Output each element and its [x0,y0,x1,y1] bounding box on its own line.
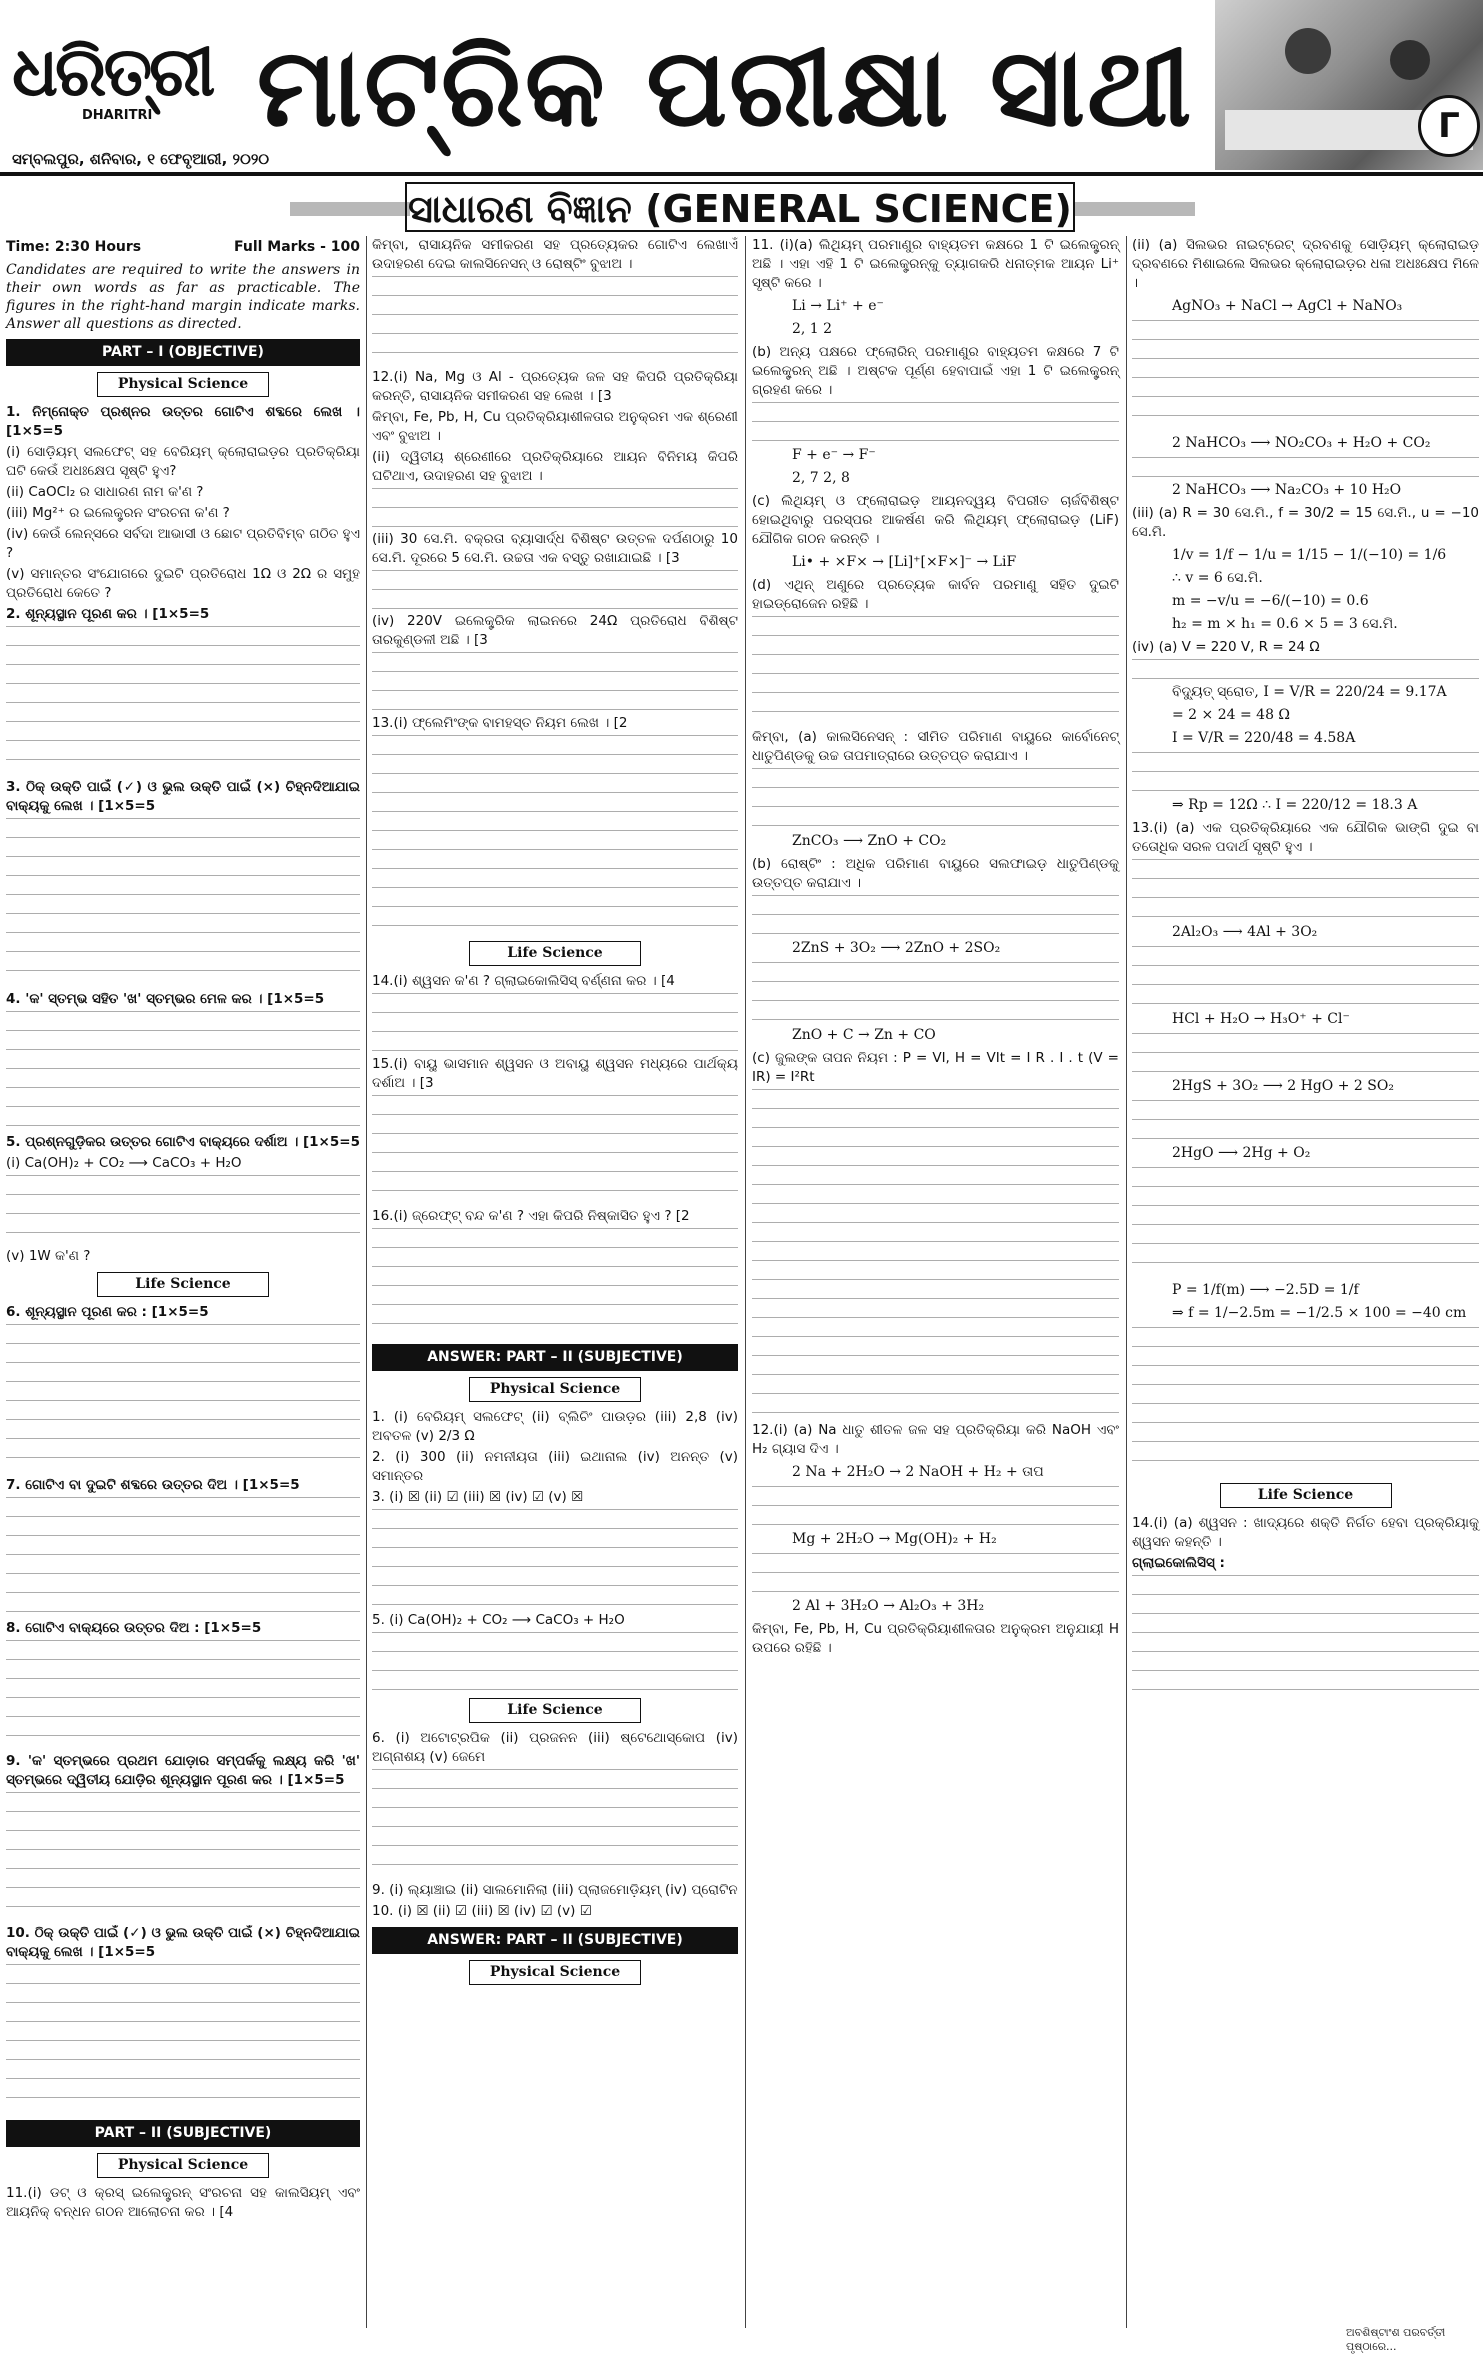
question: 15.(i) ବାୟୁ ଭାସମାନ ଶ୍ୱସନ ଓ ଅବାୟୁ ଶ୍ୱସନ ମଧ୍ୟରେ ପାର୍ଥକ୍ୟ ଦର୍ଶାଅ । [3 [372,1056,738,1091]
text-block [1132,1100,1479,1140]
formula: AgNO₃ + NaCl → AgCl + NaNO₃ [1172,298,1403,314]
text-block [6,1964,360,2114]
question: 16.(i) ଜ୍ରେଫ୍ଟ୍ ବନ୍ଦ କ'ଣ ? ଏହା କିପରି ନିଷ୍କାସିତ ହୁଏ ? [2 [372,1208,690,1224]
formula: = 2 × 24 = 48 Ω [1172,707,1291,723]
text-block [752,768,1119,828]
text-block [372,652,738,712]
formula: 2 NaHCO₃ ⟶ Na₂CO₃ + 10 H₂O [1172,482,1402,498]
text-block [752,895,1119,935]
text-block [752,1089,1119,1419]
formula: P = 1/f(m) ⟶ −2.5D = 1/f [1172,1282,1359,1298]
text-block [1132,320,1479,430]
answer-heading: ANSWER: PART – II (SUBJECTIVE) [372,1344,738,1371]
text-block [372,488,738,528]
subsection-tag: Life Science [1220,1483,1392,1508]
answer-heading: ANSWER: PART – II (SUBJECTIVE) [372,1927,738,1954]
text-block [1132,659,1479,679]
part-heading: PART – I (OBJECTIVE) [6,339,360,366]
formula: 2 Al + 3H₂O → Al₂O₃ + 3H₂ [792,1598,985,1614]
formula: m = −v/u = −6/(−10) = 0.6 [1172,593,1369,609]
text-block [752,402,1119,442]
text-block [372,1228,738,1338]
subsection-tag: Life Science [469,1698,641,1723]
text-block [6,1640,360,1750]
answer: 5. (i) Ca(OH)₂ + CO₂ ⟶ CaCO₃ + H₂O [372,1612,625,1628]
text-block [372,570,738,610]
formula: HCl + H₂O → H₃O⁺ + Cl⁻ [1172,1011,1350,1027]
answer: 12.(i) (a) Na ଧାତୁ ଶୀତଳ ଜଳ ସହ ପ୍ରତିକ୍ରିୟା କରି NaOH ଏବଂ H₂ ଗ୍ୟାସ ଦିଏ । [752,1422,1119,1457]
question: 5. ପ୍ରଶ୍ନଗୁଡ଼ିକର ଉତ୍ତର ଗୋଟିଏ ବାକ୍ୟରେ ଦର୍ଶାଅ । [1×5=5 [6,1134,360,1150]
exam-meta [6,238,360,257]
dateline: ସମ୍ବଲପୁର, ଶନିବାର, ୧ ଫେବୃଆରୀ, ୨୦୨୦ [12,150,270,168]
answer: 1. (i) ବେରିୟମ୍ ସଲଫେଟ୍ (ii) ବ୍ଲିଚିଂ ପାଉଡ଼ର (iii) 2,8 (iv) ଅବତଳ (v) 2/3 Ω [372,1409,738,1444]
formula: ∴ v = 6 ସେ.ମି. [1172,570,1263,586]
instructions: Candidates are required to write the answers in their own words as far as practicable. The figures in the right-hand margin indicate marks. Answer all questions as directed. [6,262,360,332]
column-divider [1126,236,1127,2328]
question: 6. ଶୂନ୍ୟସ୍ଥାନ ପୂରଣ କର : [1×5=5 [6,1304,209,1320]
formula: ZnCO₃ ⟶ ZnO + CO₂ [792,833,947,849]
formula: ZnO + C → Zn + CO [792,1027,936,1043]
formula: Mg + 2H₂O → Mg(OH)₂ + H₂ [792,1531,997,1547]
formula: h₂ = m × h₁ = 0.6 × 5 = 3 ସେ.ମି. [1172,616,1398,632]
text-block [752,1553,1119,1593]
exam-time: Time: 2:30 Hours [6,239,142,255]
column-4 [1132,236,1479,2328]
answer: 9. (i) ଲ୍ୟାଞ୍ଚାଇ (ii) ସାଲମୋନିଲା (iii) ପ୍ଲାଜମୋଡ଼ିୟମ୍ (iv) ପ୍ରୋଟିନ [372,1882,738,1898]
answer: 13.(i) (a) ଏକ ପ୍ରତିକ୍ରିୟାରେ ଏକ ଯୌଗିକ ଭାଙ୍ଗି ଦୁଇ ବା ତତୋଧିକ ସରଳ ପଦାର୍ଥ ସୃଷ୍ଟି ହୁଏ । [1132,820,1479,855]
question: 7. ଗୋଟିଏ ବା ଦୁଇଟି ଶବ୍ଦରେ ଉତ୍ତର ଦିଅ । [1×5=5 [6,1477,300,1493]
question-item: (iv) 220V ଇଲେକ୍ଟ୍ରିକ ଲାଇନରେ 24Ω ପ୍ରତିରୋଧ ବିଶିଷ୍ଟ ତାରକୁଣ୍ଡଳୀ ଅଛି । [3 [372,613,738,648]
text-block [6,1497,360,1617]
answer: କିମ୍ବା, Fe, Pb, H, Cu ପ୍ରତିକ୍ରିୟାଶୀଳତାର ଅନୁକ୍ରମ ଅନୁଯାୟୀ H ଉପରେ ରହିଛି । [752,1621,1119,1656]
answer: (ii) (a) ସିଲଭର ନାଇଟ୍ରେଟ୍ ଦ୍ରବଣକୁ ସୋଡ଼ିୟମ୍ କ୍ଲୋରାଇଡ଼ ଦ୍ରବଣରେ ମିଶାଇଲେ ସିଲଭର କ୍ଲୋରାଇଡ଼ର ଧଳା ଅଧଃକ୍ଷେପ ମିଳେ । [1132,237,1479,291]
answer: (c) ଜୁଲଙ୍କ ତାପନ ନିୟମ : P = VI, H = VIt = I R . I . t (V = IR) = I²Rt [752,1050,1119,1085]
answer: (b) ଅନ୍ୟ ପକ୍ଷରେ ଫ୍ଲୋରିନ୍ ପରମାଣୁର ବାହ୍ୟତମ କକ୍ଷରେ 7 ଟି ଇଲେକ୍ଟ୍ରନ୍ ଅଛି । ଅଷ୍ଟକ ପୂର୍ଣ୍ଣ ହେବାପାଇଁ ଏହା 1 ଟି ଇଲେକ୍ଟ୍ରନ୍ ଗ୍ରହଣ କରେ । [752,344,1119,398]
question-item: (iv) କେଉଁ ଲେନ୍ସରେ ସର୍ବଦା ଆଭାସୀ ଓ ଛୋଟ ପ୍ରତିବିମ୍ବ ଗଠିତ ହୁଏ ? [6,526,360,561]
column-divider [366,236,367,2328]
text-block [6,626,360,776]
question: 9. 'କ' ସ୍ତମ୍ଭରେ ପ୍ରଥମ ଯୋଡ଼ାର ସମ୍ପର୍କକୁ ଲକ୍ଷ୍ୟ କରି 'ଖ' ସ୍ତମ୍ଭରେ ଦ୍ୱିତୀୟ ଯୋଡ଼ିର ଶୂନ୍ୟସ୍ଥାନ ପୂରଣ କର । [1×5=5 [6,1753,360,1788]
text-block [752,962,1119,1022]
text-block [6,818,360,988]
text-block [1132,1033,1479,1073]
question-item: (ii) CaOCl₂ ର ସାଧାରଣ ନାମ କ'ଣ ? [6,484,204,500]
page-headline: ମାଟ୍ରିକ ପରୀକ୍ଷା ସାଥୀ [256,26,1194,151]
formula: Li → Li⁺ + e⁻ [792,298,884,314]
formula: ⇒ Rp = 12Ω ∴ I = 220/12 = 18.3 A [1172,797,1418,813]
answer: କିମ୍ବା, (a) କାଲସିନେସନ୍ : ସୀମିତ ପରିମାଣ ବାୟୁରେ କାର୍ବୋନେଟ୍ ଧାତୁପିଣ୍ଡକୁ ଉଚ୍ଚ ତାପମାତ୍ରାରେ ଉତ୍ତପ୍ତ କରାଯାଏ । [752,729,1119,764]
subsection-tag: Physical Science [469,1377,641,1402]
answer: 14.(i) (a) ଶ୍ୱସନ : ଖାଦ୍ୟରେ ଶକ୍ତି ନିର୍ଗତ ହେବା ପ୍ରକ୍ରିୟାକୁ ଶ୍ୱସନ କହନ୍ତି । [1132,1515,1479,1550]
question: 4. 'କ' ସ୍ତମ୍ଭ ସହିତ 'ଖ' ସ୍ତମ୍ଭର ମେଳ କର । [1×5=5 [6,991,325,1007]
text-block [1132,1327,1479,1477]
formula: 2 NaHCO₃ ⟶ NO₂CO₃ + H₂O + CO₂ [1172,435,1431,451]
continued-note: ଅବଶିଷ୍ଟାଂଶ ପରବର୍ତ୍ତୀ ପୃଷ୍ଠାରେ... [1346,2326,1446,2353]
formula: 2HgO ⟶ 2Hg + O₂ [1172,1145,1311,1161]
question-item: (iii) Mg²⁺ ର ଇଲେକ୍ଟ୍ରନ ସଂରଚନା କ'ଣ ? [6,505,230,521]
answer: (b) ରୋଷ୍ଟିଂ : ଅଧିକ ପରିମାଣ ବାୟୁରେ ସଲଫାଇଡ଼ ଧାତୁପିଣ୍ଡକୁ ଉତ୍ତପ୍ତ କରାଯାଏ । [752,856,1119,891]
answer: 2. (i) 300 (ii) ନମନୀୟତା (iii) ଇଥାନାଲ (iv) ଅନନ୍ତ (v) ସମାନ୍ତର [372,1449,738,1484]
column-2 [372,236,738,2328]
answer: 6. (i) ଅଟୋଟ୍ରପିକ (ii) ପ୍ରଜନନ (iii) ଷ୍ଟେଥୋସ୍କୋପ (iv) ଅଗ୍ନାଶୟ (v) ଜେମେ [372,1730,738,1765]
question: 13.(i) ଫ୍ଲେମିଂଙ୍କ ବାମହସ୍ତ ନିୟମ ଲେଖ । [2 [372,715,628,731]
section-banner [0,182,1483,232]
answer: (c) ଲିଥିୟମ୍ ଓ ଫ୍ଲୋରାଇଡ଼ ଆୟନଦ୍ୱୟ ବିପରୀତ ଚାର୍ଜବିଶିଷ୍ଟ ହୋଇଥିବାରୁ ପରସ୍ପର ଆକର୍ଷଣ କରି ଲିଥିୟମ୍ ଫ୍ଲୋରାଇଡ଼ (LiF) ଯୌଗିକ ଗଠନ କରନ୍ତି । [752,493,1119,547]
formula: ବିଦ୍ୟୁତ୍ ସ୍ରୋତ, I = V/R = 220/24 = 9.17A [1172,684,1447,700]
newspaper-logo: ଧରିତ୍ରୀ [12,32,213,112]
answer: (iii) (a) R = 30 ସେ.ମି., f = 30/2 = 15 ସେ.ମି., u = −10 ସେ.ମି. [1132,505,1479,540]
text-block [1132,946,1479,1006]
text-block [1132,752,1479,792]
subsection-tag: Life Science [469,941,641,966]
formula: F + e⁻ → F⁻ [792,447,876,463]
subsection-tag: Life Science [97,1272,269,1297]
formula: 2ZnS + 3O₂ ⟶ 2ZnO + 2SO₂ [792,940,1001,956]
text-block [372,1769,738,1879]
text-block [6,1324,360,1474]
question-item: (v) ସମାନ୍ତର ସଂଯୋଗରେ ଦୁଇଟି ପ୍ରତିରୋଧ 1Ω ଓ 2Ω ର ସମୁହ ପ୍ରତିରୋଧ କେତେ ? [6,566,360,601]
question: 2. ଶୂନ୍ୟସ୍ଥାନ ପୂରଣ କର । [1×5=5 [6,606,210,622]
question: 14.(i) ଶ୍ୱସନ କ'ଣ ? ଗ୍ଲାଇକୋଲିସିସ୍ ବର୍ଣ୍ଣନା କର । [4 [372,973,675,989]
question-item: (iii) 30 ସେ.ମି. ବକ୍ରତା ବ୍ୟାସାର୍ଦ୍ଧ ବିଶିଷ୍ଟ ଉତ୍ତଳ ଦର୍ପଣଠାରୁ 10 ସେ.ମି. ଦୂରରେ 5 ସେ.ମି. ଉଚ୍ଚତା ଏକ ବସ୍ତୁ ରଖାଯାଇଛି । [3 [372,531,738,566]
formula: 2Al₂O₃ ⟶ 4Al + 3O₂ [1172,924,1318,940]
answer: 11. (i)(a) ଲିଥିୟମ୍ ପରମାଣୁର ବାହ୍ୟତମ କକ୍ଷରେ 1 ଟି ଇଲେକ୍ଟ୍ରନ୍ ଅଛି । ଏହା ଏହି 1 ଟି ଇଲେକ୍ଟ୍ରନ୍କୁ ତ୍ୟାଗକରି ଧନାତ୍ମକ ଆୟନ Li⁺ ସୃଷ୍ଟି କରେ । [752,237,1119,291]
text-block [752,1486,1119,1526]
text-block [1132,1575,1479,1705]
formula: ⇒ f = 1/−2.5m = −1/2.5 × 100 = −40 cm [1172,1305,1467,1321]
formula: Li• + ×F× → [Li]⁺[×F×]⁻ → LiF [792,554,1017,570]
newspaper-logo-subtitle: DHARITRI [82,108,153,123]
subsection-tag: Physical Science [469,1960,641,1985]
column-3 [752,236,1119,2328]
formula: 2, 7 2, 8 [792,470,850,486]
question: 12.(i) Na, Mg ଓ Al - ପ୍ରତ୍ୟେକ ଜଳ ସହ କିପରି ପ୍ରତିକ୍ରିୟା କରନ୍ତି, ରାସାୟନିକ ସମୀକରଣ ସହ ଲେଖ । [3 [372,369,738,404]
question-item: (ii) ଦ୍ୱିତୀୟ ଶ୍ରେଣୀରେ ପ୍ରତିକ୍ରିୟାରେ ଆୟନ ବିନିମୟ କିପରି ଘଟିଥାଏ, ଉଦାହରଣ ସହ ବୁଝାଅ । [372,449,738,484]
question: 1. ନିମ୍ନୋକ୍ତ ପ୍ରଶ୍ନର ଉତ୍ତର ଗୋଟିଏ ଶବ୍ଦରେ ଲେଖ । [1×5=5 [6,404,360,439]
paragraph: କିମ୍ବା, ରାସାୟନିକ ସମୀକରଣ ସହ ପ୍ରତ୍ୟେକର ଗୋଟିଏ ଲେଖାଏଁ ଉଦାହରଣ ଦେଇ କାଲସିନେସନ୍ ଓ ରୋଷ୍ଟିଂ ବୁଝାଅ । [372,237,738,272]
text-block [1132,457,1479,477]
section-title: ସାଧାରଣ ବିଜ୍ଞାନ (GENERAL SCIENCE) [405,182,1075,232]
text-block [372,1095,738,1205]
text-block [1132,859,1479,919]
exam-marks: Full Marks - 100 [233,239,360,255]
text-block [6,1011,360,1131]
formula: I = V/R = 220/48 = 4.58A [1172,730,1356,746]
question: 11.(i) ଡଟ୍ ଓ କ୍ରସ୍ ଇଲେକ୍ଟ୍ରନ୍ ସଂରଚନା ସହ କାଲସିୟମ୍ ଏବଂ ଆୟନିକ୍ ବନ୍ଧନ ଗଠନ ଆଲୋଚନା କର । [4 [6,2185,360,2220]
masthead [0,0,1483,180]
subsection-tag: Physical Science [97,2153,269,2178]
question-item: (v) 1W କ'ଣ ? [6,1248,91,1264]
answer: (d) ଏଥିନ୍ ଅଣୁରେ ପ୍ରତ୍ୟେକ କାର୍ବନ ପରମାଣୁ ସହିତ ଦୁଇଟି ହାଇଡ୍ରୋଜେନ ରହିଛି । [752,577,1119,612]
text-block [372,1509,738,1609]
formula: 2HgS + 3O₂ ⟶ 2 HgO + 2 SO₂ [1172,1078,1394,1094]
formula: 1/v = 1/f − 1/u = 1/15 − 1/(−10) = 1/6 [1172,547,1447,563]
text-block [372,1632,738,1692]
part-heading: PART – II (SUBJECTIVE) [6,2120,360,2147]
text-block [372,276,738,366]
page-marker-badge: Γ [1418,95,1480,157]
formula: 2, 1 2 [792,321,833,337]
answer: 10. (i) ☒ (ii) ☑ (iii) ☒ (iv) ☑ (v) ☑ [372,1903,592,1919]
text-block [6,1175,360,1245]
answer: (iv) (a) V = 220 V, R = 24 Ω [1132,639,1320,655]
question: 10. ଠିକ୍ ଉକ୍ତି ପାଇଁ (✓) ଓ ଭୁଲ ଉକ୍ତି ପାଇଁ (×) ଚିହ୍ନଦିଆଯାଇ ବାକ୍ୟକୁ ଲେଖ । [1×5=5 [6,1925,360,1960]
column-divider [745,236,746,2328]
answer: 3. (i) ☒ (ii) ☑ (iii) ☒ (iv) ☑ (v) ☒ [372,1489,584,1505]
formula: 2 Na + 2H₂O → 2 NaOH + H₂ + ତାପ [792,1464,1044,1480]
text-block [372,735,738,935]
subsection-tag: Physical Science [97,372,269,397]
question-item: (i) Ca(OH)₂ + CO₂ ⟶ CaCO₃ + H₂O [6,1155,242,1171]
question: କିମ୍ବା, Fe, Pb, H, Cu ପ୍ରତିକ୍ରିୟାଶୀଳତାର ଅନୁକ୍ରମ ଏକ ଶ୍ରେଣୀ ଏବଂ ବୁଝାଅ । [372,409,738,444]
question-item: (i) ସୋଡ଼ିୟମ୍ ସଲଫେଟ୍ ସହ ବେରିୟମ୍ କ୍ଲୋରାଇଡ଼ର ପ୍ରତିକ୍ରିୟା ଘଟି କେଉଁ ଅଧଃକ୍ଷେପ ସୃଷ୍ଟି ହୁଏ? [6,444,360,479]
masthead-rule [0,172,1483,176]
text-block [1132,1167,1479,1277]
answer-subheading: ଗ୍ଲାଇକୋଲିସିସ୍ : [1132,1555,1225,1571]
column-1 [6,236,360,2328]
question: 3. ଠିକ୍ ଉକ୍ତି ପାଇଁ (✓) ଓ ଭୁଲ ଉକ୍ତି ପାଇଁ (×) ଚିହ୍ନଦିଆଯାଇ ବାକ୍ୟକୁ ଲେଖ । [1×5=5 [6,779,360,814]
text-block [752,616,1119,726]
text-block [372,993,738,1053]
text-block [6,1792,360,1922]
question: 8. ଗୋଟିଏ ବାକ୍ୟରେ ଉତ୍ତର ଦିଅ : [1×5=5 [6,1620,262,1636]
